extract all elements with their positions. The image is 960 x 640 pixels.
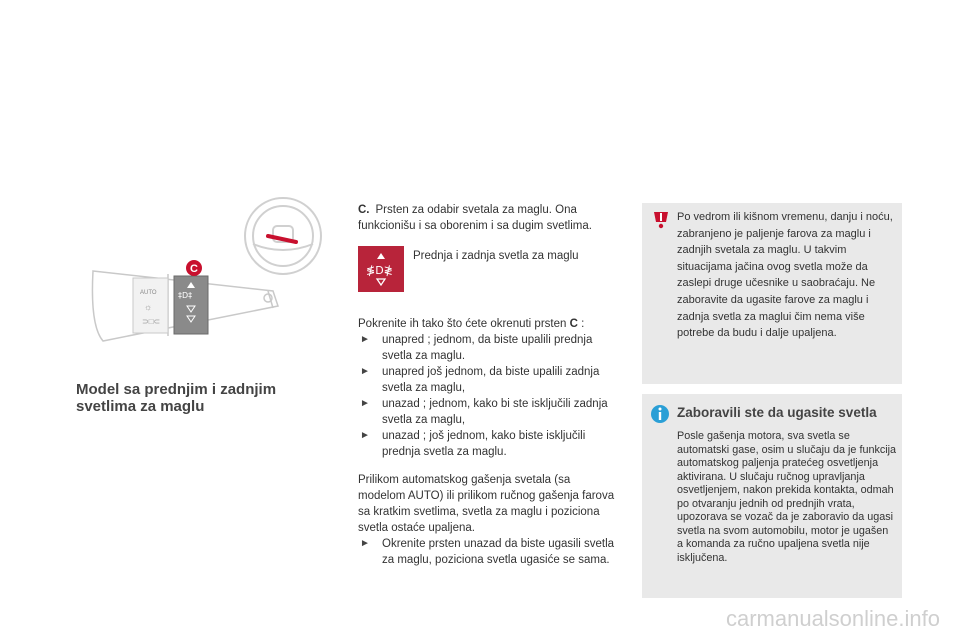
- bullet-icon: ►: [360, 366, 370, 377]
- main-column: [358, 202, 620, 568]
- list-item: [358, 396, 620, 428]
- warning-icon: [650, 209, 672, 231]
- step-text: unapred još jednom, da biste upalili zadnja svetla za maglu,: [382, 366, 600, 394]
- list-item: [358, 536, 620, 568]
- step-text: unazad ; jednom, kako bi ste isključili zadnja svetla za maglu,: [382, 398, 608, 426]
- c-text: Prsten za odabir svetala za maglu. Ona funkcionišu i sa oborenim i sa dugim svetlima.: [358, 204, 592, 232]
- info-text: Posle gašenja motora, sva svetla se automatski gase, osim u slučaju da je funkcija automatskog paljenja pratećeg osvetljenja aktivirana. U slučaju ručnog upravljanja osvetljenjem, nakon prekida kontakta, odmah po otvaranju jednih od prednjih vrata, upozorava se vozač da je zaboravio da ugasi svetla na svom automobilu, motor je ugašen a komanda za ručno upaljena svetla nije isključena.: [677, 430, 897, 564]
- step-text: unapred ; jednom, da biste upalili prednja svetla za maglu.: [382, 334, 593, 362]
- c-letter: C.: [358, 204, 370, 216]
- bullet-icon: ►: [360, 538, 370, 549]
- fog-lights-row: [358, 246, 620, 298]
- list-item: [358, 332, 620, 364]
- svg-text:≸D≹: ≸D≹: [366, 264, 393, 277]
- instruction-prefix: Pokrenite ih tako što ćete okrenuti prsten: [358, 318, 567, 330]
- fog-lights-icon: [358, 246, 404, 292]
- instruction-letter: C: [569, 318, 578, 330]
- warning-box: [642, 203, 902, 384]
- auto-text: Prilikom automatskog gašenja svetala (sa modelom AUTO) ili prilikom ručnog gašenja farova sa kratkim svetlima, svetla za maglu i poziciona svetla ostaće upaljena.: [358, 474, 615, 534]
- info-box: [642, 394, 902, 598]
- info-title: Zaboravili ste da ugasite svetla: [677, 405, 877, 420]
- steps-list: [358, 332, 620, 460]
- svg-text:⊃□⊂: ⊃□⊂: [142, 317, 161, 326]
- callout-c: C: [190, 263, 198, 275]
- watermark: carmanualsonline.info: [725, 606, 940, 631]
- list-item: [358, 428, 620, 460]
- step-text: Okrenite prsten unazad da biste ugasili svetla za maglu, poziciona svetla ugasiće se sama.: [382, 538, 615, 566]
- svg-text:‡D‡: ‡D‡: [178, 291, 193, 300]
- warning-text: Po vedrom ili kišnom vremenu, danju i noću, zabranjeno je paljenje farova za maglu i zadnjih svetala za maglu. U takvim situacijama jačina ovog svetla može da zaslepi druge učesnike u saobraćaju. Ne zaboravite da ugasite farove za maglu i zadnja svetla za maglui čim nema više potrebe da budu i dalje upaljena.: [677, 211, 893, 340]
- auto-label: AUTO: [140, 290, 157, 296]
- steering-wheel-icon: [245, 198, 321, 274]
- auto-steps-list: [358, 536, 620, 568]
- info-icon: [650, 404, 670, 424]
- list-item: [358, 364, 620, 396]
- step-text: unazad ; još jednom, kako biste isključili prednja svetla za maglu.: [382, 430, 586, 458]
- section-title: Model sa prednjim i zadnjim svetlima za maglu: [76, 381, 277, 415]
- bullet-icon: ►: [360, 334, 370, 345]
- light-stalk-illustration: [88, 196, 338, 356]
- instruction-suffix: :: [581, 318, 585, 330]
- bullet-icon: ►: [360, 398, 370, 409]
- bullet-icon: ►: [360, 430, 370, 441]
- svg-text:☼: ☼: [144, 302, 153, 312]
- instruction-text: [358, 316, 620, 332]
- fog-lights-label: Prednja i zadnja svetla za maglu: [413, 250, 579, 262]
- c-description: [358, 202, 620, 234]
